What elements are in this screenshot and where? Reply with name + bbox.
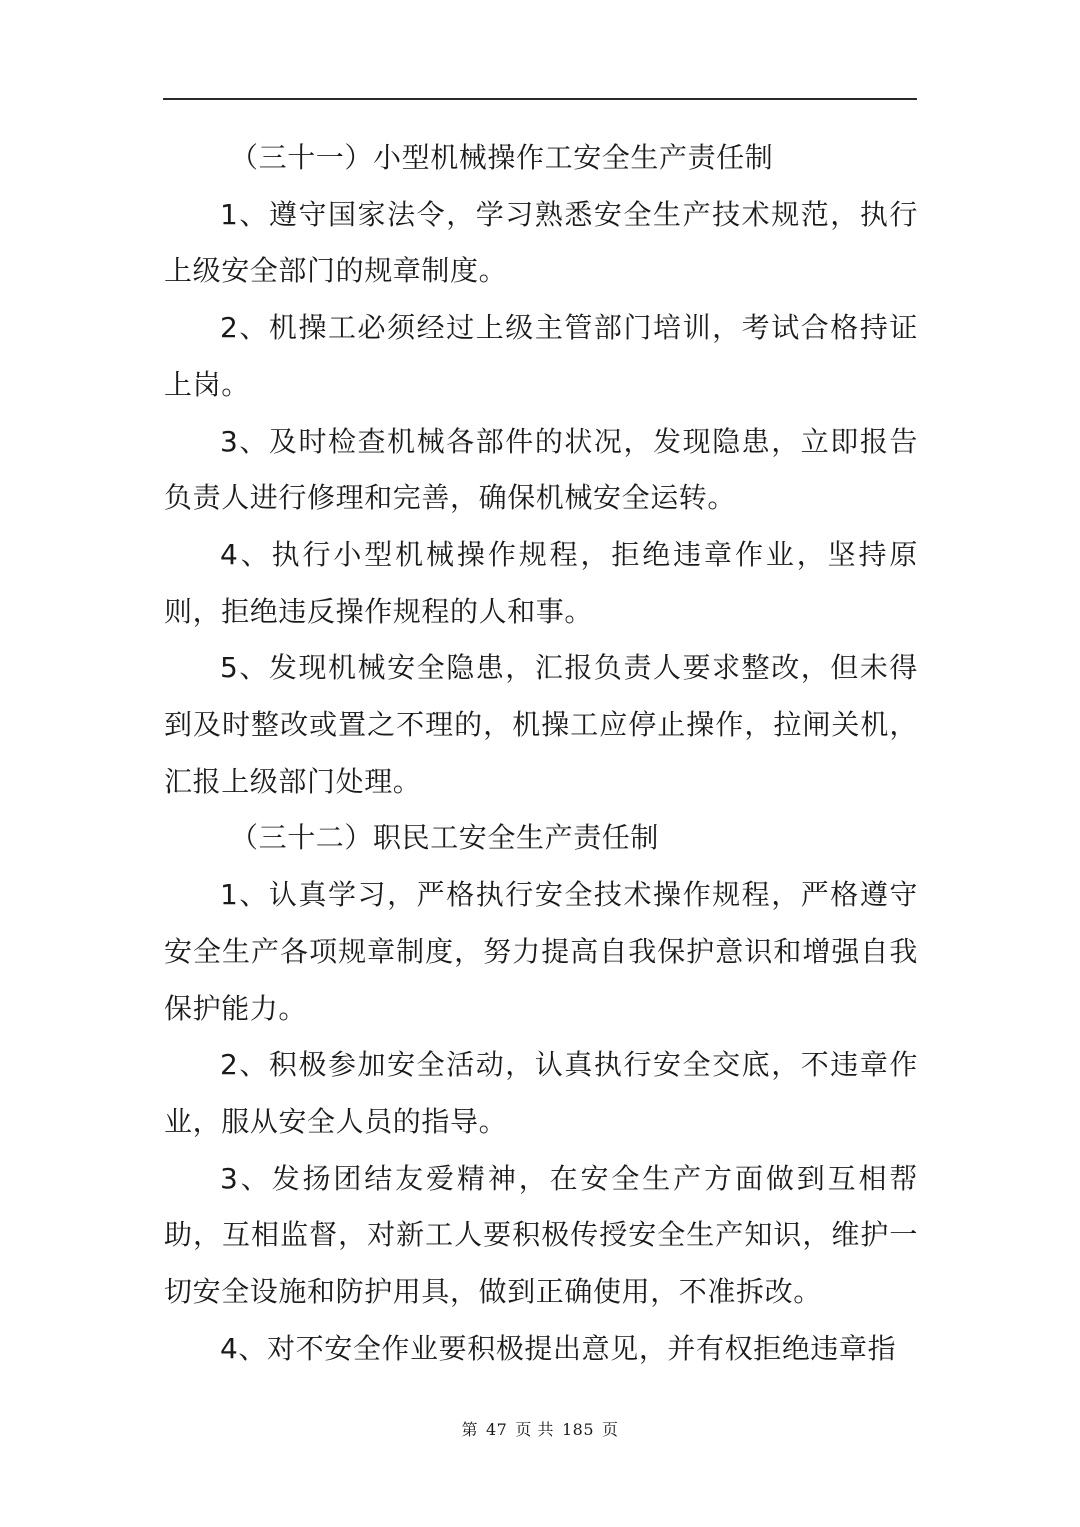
section-31-heading: （三十一）小型机械操作工安全生产责任制 — [230, 141, 774, 174]
section-31-item-4: 4、执行小型机械操作规程，拒绝违章作业，坚持原则，拒绝违反操作规程的人和事。 — [164, 537, 918, 628]
footer-total-pages: 185 — [561, 1420, 594, 1439]
section-32-item-3: 3、发扬团结友爱精神，在安全生产方面做到互相帮助，互相监督，对新工人要积极传授安全生产知识，维护一切安全设施和防护用具，做到正确使用，不准拆改。 — [164, 1161, 918, 1309]
document-body — [164, 130, 918, 1377]
footer-page-number: 47 — [486, 1420, 508, 1439]
footer-suffix: 页 — [602, 1420, 619, 1439]
footer-middle: 页 共 — [515, 1420, 554, 1439]
section-31-item-3: 3、及时检查机械各部件的状况，发现隐患，立即报告负责人进行修理和完善，确保机械安全运转。 — [164, 424, 918, 515]
section-32-heading: （三十二）职民工安全生产责任制 — [230, 821, 660, 855]
footer-prefix: 第 — [461, 1420, 478, 1439]
section-32-item-4: 4、对不安全作业要积极提出意见，并有权拒绝违章指 — [220, 1331, 897, 1365]
page-footer — [0, 1417, 1080, 1440]
section-32-item-2: 2、积极参加安全活动，认真执行安全交底，不违章作业，服从安全人员的指导。 — [164, 1048, 918, 1138]
section-31-item-5: 5、发现机械安全隐患，汇报负责人要求整改，但未得到及时整改或置之不理的，机操工应停止操作，拉闸关机，汇报上级部门处理。 — [164, 651, 918, 798]
section-31-item-1: 1、遵守国家法令，学习熟悉安全生产技术规范，执行上级安全部门的规章制度。 — [164, 197, 918, 288]
header-rule — [163, 98, 917, 100]
section-32-item-1: 1、认真学习，严格执行安全技术操作规程，严格遵守安全生产各项规章制度，努力提高自我保护意识和增强自我保护能力。 — [164, 878, 918, 1025]
section-31-item-2: 2、机操工必须经过上级主管部门培训，考试合格持证上岗。 — [164, 311, 918, 401]
